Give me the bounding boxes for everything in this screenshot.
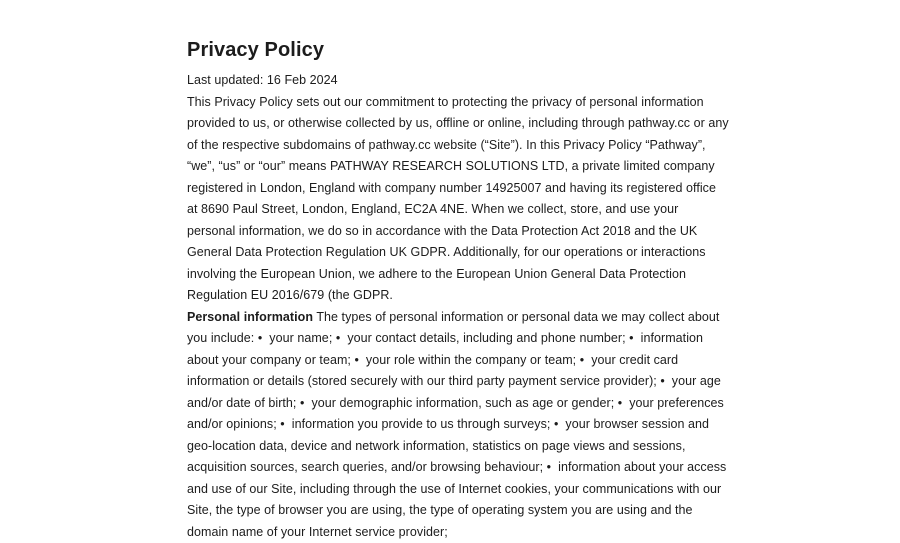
document-content xyxy=(187,37,729,543)
page-title: Privacy Policy xyxy=(187,37,729,63)
personal-information-heading: Personal information xyxy=(187,310,313,324)
last-updated-line: Last updated: 16 Feb 2024 xyxy=(187,70,729,92)
personal-information-body: The types of personal information or personal data we may collect about you include: • your name; • your contact details, including and phone number; • information about your company or team; • your role within the company or team; • your credit card information or details (stored securely with our third party payment service provider); • your age and/or date of birth; • your demographic information, such as age or gender; • your preferences and/or opinions; • information you provide to us through surveys; • your browser session and geo-location data, device and network information, statistics on page views and sessions, acquisition sources, search queries, and/or browsing behaviour; • information about your access and use of our Site, including through the use of Internet cookies, your communications with our Site, the type of browser you are using, the type of operating system you are using and the domain name of your Internet service provider; xyxy=(187,310,730,539)
intro-paragraph: This Privacy Policy sets out our commitment to protecting the privacy of personal information provided to us, or otherwise collected by us, offline or online, including through pathway.cc or any of the respective subdomains of pathway.cc website (“Site”). In this Privacy Policy “Pathway”, “we”, “us” or “our” means PATHWAY RESEARCH SOLUTIONS LTD, a private limited company registered in London, England with company number 14925007 and having its registered office at 8690 Paul Street, London, England, EC2A 4NE. When we collect, store, and use your personal information, we do so in accordance with the Data Protection Act 2018 and the UK General Data Protection Regulation UK GDPR. Additionally, for our operations or interactions involving the European Union, we adhere to the European Union General Data Protection Regulation EU 2016/679 (the GDPR. xyxy=(187,92,729,307)
personal-information-paragraph xyxy=(187,307,729,543)
